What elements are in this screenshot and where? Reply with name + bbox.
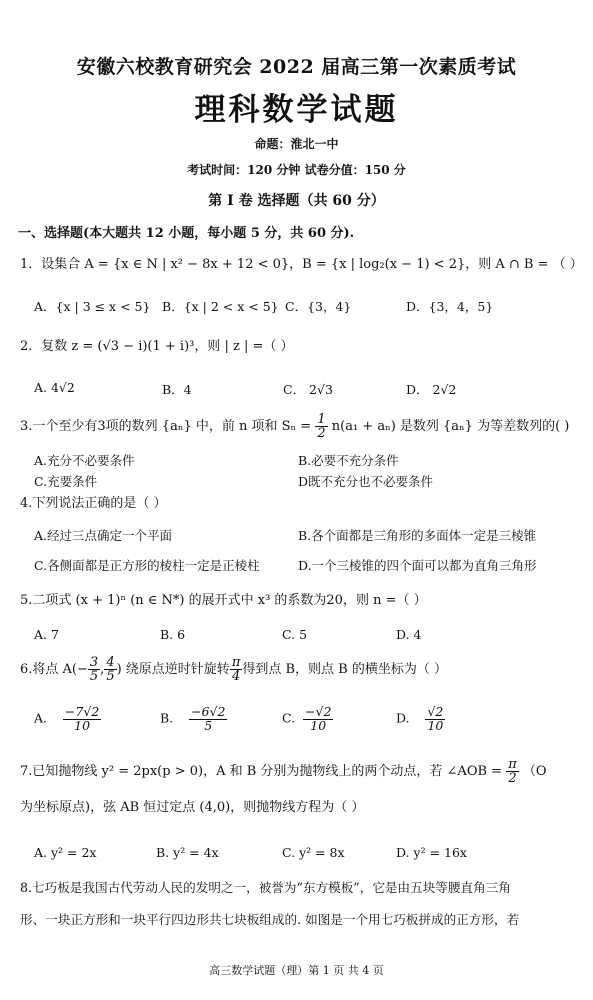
fraction-3-5 bbox=[88, 656, 100, 683]
exam-title: 安徽六校教育研究会 2022 届高三第一次素质考试 bbox=[76, 56, 517, 78]
question-4-option-d: D.一个三棱锥的四个面可以都为直角三角形 bbox=[298, 558, 537, 573]
question-5-option-c: C. 5 bbox=[282, 627, 308, 642]
fraction-denominator: 10 bbox=[310, 717, 327, 733]
option-fraction bbox=[189, 706, 227, 732]
exam-info: 考试时间：120 分钟 试卷分值：150 分 bbox=[187, 163, 406, 177]
question-6-option-c bbox=[282, 706, 333, 732]
question-7-stem-part-a: 7.已知抛物线 y² = 2px(p > 0)，A 和 B 分别为抛物线上的两个动点，若 ∠AOB = bbox=[20, 764, 503, 779]
question-3-option-d: D既不充分也不必要条件 bbox=[298, 474, 434, 489]
fraction-numerator: π bbox=[508, 757, 517, 772]
fraction-denominator: 4 bbox=[231, 669, 241, 684]
fraction-numerator: 3 bbox=[89, 655, 99, 670]
question-6-option-b bbox=[160, 706, 227, 732]
question-6-comma: , bbox=[100, 662, 105, 677]
question-4-option-a: A.经过三点确定一个平面 bbox=[34, 528, 173, 543]
fraction-numerator: 4 bbox=[106, 655, 115, 670]
fraction-numerator: √2 bbox=[427, 704, 444, 719]
question-7-option-d: D. y² = 16x bbox=[396, 845, 467, 860]
question-7-stem bbox=[20, 758, 547, 785]
question-2-option-d: D． 2√2 bbox=[406, 382, 457, 397]
question-3-fraction bbox=[315, 413, 327, 440]
question-5-option-b: B. 6 bbox=[160, 627, 186, 642]
question-3-stem-part-b: n(a₁ + aₙ) 是数列 {aₙ} 为等差数列的( ) bbox=[331, 419, 570, 434]
question-6-option-a bbox=[34, 706, 101, 732]
page-footer: 高三数学试题（理）第 1 页 共 4 页 bbox=[209, 964, 384, 977]
fraction-denominator: 10 bbox=[74, 717, 91, 733]
part-heading: 第 I 卷 选择题（共 60 分） bbox=[208, 193, 385, 209]
question-8-line-1: 8.七巧板是我国古代劳动人民的发明之一，被誉为“东方模板”，它是由五块等腰直角三角 bbox=[20, 880, 511, 895]
question-6-option-d bbox=[396, 706, 445, 732]
question-1-option-a: A．{x | 3 ≤ x < 5} bbox=[34, 299, 151, 314]
fraction-denominator: 5 bbox=[89, 669, 99, 684]
question-6-stem-part-c: 得到点 B，则点 B 的横坐标为（ ） bbox=[242, 662, 447, 677]
question-2-option-b: B．4 bbox=[162, 382, 192, 397]
question-1-option-c: C．{3，4} bbox=[285, 299, 352, 314]
question-7-stem-part-b: （O bbox=[522, 764, 547, 779]
option-label: A. bbox=[34, 710, 48, 726]
question-5-stem: 5.二项式 (x + 1)ⁿ (n ∈ N*) 的展开式中 x³ 的系数为20，则 n =（ ） bbox=[20, 593, 427, 608]
question-3-stem bbox=[20, 413, 569, 440]
section-heading: 一、选择题(本大题共 12 小题，每小题 5 分，共 60 分). bbox=[18, 226, 355, 241]
question-5-option-d: D. 4 bbox=[396, 627, 422, 642]
option-fraction bbox=[63, 706, 101, 732]
question-3-option-c: C.充要条件 bbox=[34, 474, 98, 489]
question-3-stem-part-a: 3.一个至少有3项的数列 {aₙ} 中，前 n 项和 Sₙ = bbox=[20, 419, 312, 434]
option-fraction bbox=[303, 706, 333, 732]
fraction-denominator: 2 bbox=[508, 771, 517, 786]
exam-setter: 命题：淮北一中 bbox=[254, 137, 339, 151]
question-1-stem: 1．设集合 A = {x ∈ N | x² − 8x + 12 < 0}，B = {x | log₂(x − 1) < 2}，则 A ∩ B = （ ） bbox=[20, 257, 583, 272]
fraction-denominator: 2 bbox=[317, 426, 326, 441]
option-label: C. bbox=[282, 710, 296, 726]
fraction-numerator: −√2 bbox=[305, 704, 332, 719]
fraction-denominator: 10 bbox=[427, 717, 444, 733]
option-label: B. bbox=[160, 710, 174, 726]
question-1-option-d: D．{3，4，5} bbox=[406, 299, 494, 314]
question-1-option-b: B．{x | 2 < x < 5} bbox=[162, 299, 279, 314]
question-5-option-a: A. 7 bbox=[34, 627, 59, 642]
question-4-option-c: C.各侧面都是正方形的棱柱一定是正棱柱 bbox=[34, 558, 260, 573]
fraction-numerator: π bbox=[231, 655, 241, 670]
question-4-option-b: B.各个面都是三角形的多面体一定是三棱锥 bbox=[298, 528, 537, 543]
question-7-stem-line-2: 为坐标原点)，弦 AB 恒过定点 (4,0)，则抛物线方程为（ ） bbox=[20, 800, 365, 815]
question-6-stem bbox=[20, 656, 447, 683]
option-label: D. bbox=[396, 710, 410, 726]
fraction-numerator: −7√2 bbox=[64, 704, 100, 719]
fraction-denominator: 5 bbox=[204, 717, 213, 733]
question-6-stem-part-b: ) 绕原点逆时针旋转 bbox=[116, 662, 230, 677]
fraction-denominator: 5 bbox=[106, 669, 115, 684]
question-3-option-b: B.必要不充分条件 bbox=[298, 453, 399, 468]
question-7-option-b: B. y² = 4x bbox=[156, 845, 219, 860]
fraction-pi-2 bbox=[506, 758, 519, 785]
fraction-4-5 bbox=[104, 656, 116, 683]
question-7-option-a: A. y² = 2x bbox=[34, 845, 97, 860]
question-7-option-c: C. y² = 8x bbox=[282, 845, 345, 860]
question-4-stem: 4.下列说法正确的是（ ） bbox=[20, 496, 167, 511]
exam-subject: 理科数学试题 bbox=[194, 92, 399, 128]
question-2-option-a: A. 4√2 bbox=[34, 380, 75, 395]
question-3-option-a: A.充分不必要条件 bbox=[34, 453, 135, 468]
question-2-option-c: C． 2√3 bbox=[283, 382, 333, 397]
question-6-stem-part-a: 6.将点 A(− bbox=[20, 662, 88, 677]
fraction-pi-4 bbox=[230, 656, 243, 683]
question-2-stem: 2．复数 z = (√3 − i)(1 + i)³，则 | z | =（ ） bbox=[20, 339, 294, 354]
question-8-line-2: 形、一块正方形和一块平行四边形共七块板组成的. 如图是一个用七巧板拼成的正方形，若 bbox=[20, 912, 520, 927]
fraction-numerator: −6√2 bbox=[191, 704, 226, 719]
fraction-numerator: 1 bbox=[317, 412, 326, 427]
option-fraction bbox=[425, 706, 445, 732]
